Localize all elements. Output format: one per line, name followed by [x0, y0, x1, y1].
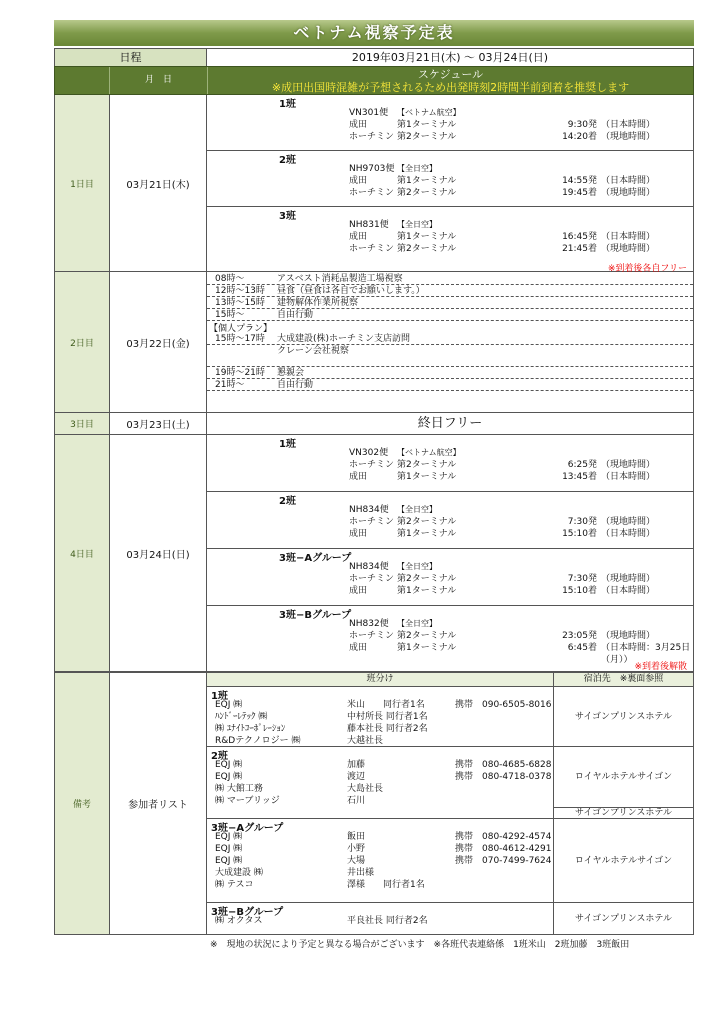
participant-row	[215, 783, 555, 795]
month-day-header: 月 日	[109, 67, 208, 94]
timezone: （日本時間）	[601, 529, 656, 539]
itinerary-item	[215, 345, 693, 357]
company: ㈱ 大館工務	[215, 784, 263, 794]
phone: 携帯 080-4612-4291	[455, 844, 552, 854]
company: ㈱ オクタス	[215, 916, 263, 926]
airport: ホーチミン	[349, 574, 395, 584]
timezone: （現地時間）	[601, 188, 656, 198]
terminal: 第2ターミナル	[397, 631, 457, 641]
company: ㈱ ﾕﾅｲﾄｺｰﾎﾟﾚｰｼｮﾝ	[215, 724, 286, 734]
participant-row	[215, 795, 555, 807]
flight-row	[349, 119, 693, 131]
person: 大越社長	[347, 736, 384, 746]
flight-row	[349, 459, 693, 471]
flight-block	[207, 606, 693, 663]
flight-row	[349, 516, 693, 528]
hotel-name: サイゴンプリンスホテル	[575, 712, 672, 722]
hotel-name: ロイヤルホテルサイゴン	[574, 856, 673, 866]
company: ﾊﾝﾄﾞｰﾚﾃｯｸ ㈱	[215, 712, 268, 722]
participants-section	[54, 672, 694, 935]
person: 加藤	[347, 760, 366, 770]
item-time: 15時〜17時	[215, 334, 265, 344]
terminal: 第2ターミナル	[397, 574, 457, 584]
participant-row	[215, 699, 555, 711]
participant-row	[215, 855, 555, 867]
flight-row	[349, 175, 693, 187]
flight-row	[349, 642, 693, 665]
time: 15:10着	[562, 529, 597, 539]
airport: 成田	[349, 472, 368, 482]
airline: 【全日空】	[397, 220, 437, 229]
airline: 【全日空】	[397, 505, 437, 514]
flight-number: NH834便	[349, 505, 389, 515]
time: 6:25発	[567, 460, 597, 470]
airline: 【ベトナム航空】	[397, 448, 461, 457]
company: EQJ ㈱	[215, 856, 243, 866]
person: 渡辺	[347, 772, 366, 782]
person: 米山 同行者1名	[347, 700, 425, 710]
flight-line	[349, 107, 693, 119]
timezone: （現地時間）	[601, 132, 656, 142]
time: 7:30発	[567, 574, 597, 584]
participant-row	[215, 843, 555, 855]
company: R&Dテクノロジー ㈱	[215, 736, 301, 746]
person: 平良社長 同行者2名	[347, 916, 428, 926]
phone: 携帯 070-7499-7624	[455, 856, 552, 866]
participant-row	[215, 867, 555, 879]
flight-block	[207, 95, 693, 151]
flight-row	[349, 573, 693, 585]
group-name: 1班	[279, 99, 296, 110]
flight-block	[207, 435, 693, 492]
person: 石川	[347, 796, 366, 806]
participant-row	[215, 915, 555, 927]
time: 23:05発	[562, 631, 597, 641]
day4-section	[54, 435, 694, 672]
terminal: 第2ターミナル	[397, 517, 457, 527]
group-name: 1班	[279, 439, 296, 450]
day1-section	[54, 95, 694, 272]
time: 21:45着	[562, 244, 597, 254]
person: 井出様	[347, 868, 375, 878]
participant-row	[215, 879, 555, 891]
item-time: 12時〜13時	[215, 286, 265, 296]
timezone: （日本時間）	[601, 232, 656, 242]
timezone: （現地時間）	[601, 244, 656, 254]
participant-row	[215, 711, 555, 723]
flight-row	[349, 231, 693, 243]
flight-row	[349, 471, 693, 483]
airport: 成田	[349, 232, 368, 242]
flight-block	[207, 207, 693, 263]
airport: ホーチミン	[349, 244, 395, 254]
participant-row	[215, 831, 555, 843]
phone: 携帯 080-4685-6828	[455, 760, 552, 770]
day3-text: 終日フリー	[417, 416, 483, 431]
flight-line	[349, 561, 693, 573]
item-time: 19時〜21時	[215, 368, 265, 378]
column-header	[54, 66, 694, 95]
hotel-name: サイゴンプリンスホテル	[575, 914, 672, 924]
timezone: （現地時間）	[601, 460, 656, 470]
phone: 携帯 080-4292-4574	[455, 832, 552, 842]
day3-section	[54, 413, 694, 435]
day2-label: 2日目	[55, 272, 110, 412]
timezone: （日本時間）	[601, 120, 656, 130]
airport: ホーチミン	[349, 460, 395, 470]
day3-date: 03月23日(土)	[110, 413, 207, 434]
flight-number: NH832便	[349, 619, 389, 629]
footer-note: ※ 現地の状況により予定と異なる場合がございます ※各班代表連絡係 1班米山 2班加藤 3班飯田	[210, 940, 630, 950]
airline: 【全日空】	[397, 619, 437, 628]
flight-number: VN302便	[349, 448, 389, 458]
terminal: 第1ターミナル	[397, 529, 457, 539]
person: 飯田	[347, 832, 366, 842]
day2-section	[54, 272, 694, 413]
time: 14:55発	[562, 176, 597, 186]
airline: 【全日空】	[397, 562, 437, 571]
time: 13:45着	[562, 472, 597, 482]
airport: ホーチミン	[349, 517, 395, 527]
item-time: 13時〜15時	[215, 298, 265, 308]
person: 藤本社長 同行者2名	[347, 724, 428, 734]
timezone: （日本時間）	[601, 586, 656, 596]
schedule-header: スケジュール ※成田出国時混雑が予想されるため出発時刻2時間半前到着を推奨します	[208, 67, 693, 94]
airport: 成田	[349, 586, 368, 596]
time: 7:30発	[567, 517, 597, 527]
flight-line	[349, 618, 693, 630]
company: EQJ ㈱	[215, 844, 243, 854]
person: 小野	[347, 844, 366, 854]
timezone: （現地時間）	[601, 631, 656, 641]
person: 大場	[347, 856, 366, 866]
terminal: 第2ターミナル	[397, 244, 457, 254]
dismissal-note: ※到着後解散	[634, 662, 687, 672]
flight-line	[349, 163, 693, 175]
timezone: （現地時間）	[601, 574, 656, 584]
flight-number: NH831便	[349, 220, 389, 230]
time: 14:20着	[562, 132, 597, 142]
flight-number: VN301便	[349, 108, 389, 118]
airport: ホーチミン	[349, 132, 395, 142]
hotel-name: サイゴンプリンスホテル	[575, 808, 672, 818]
company: 大成建設 ㈱	[215, 868, 263, 878]
flight-line	[349, 447, 693, 459]
flight-row	[349, 131, 693, 143]
time: 15:10着	[562, 586, 597, 596]
flight-block	[207, 151, 693, 207]
item-time: 08時〜	[215, 274, 245, 284]
item-text: 自由行動	[277, 310, 314, 320]
terminal: 第1ターミナル	[397, 643, 457, 653]
flight-number: NH834便	[349, 562, 389, 572]
item-text: 懇親会	[277, 368, 305, 378]
group-title: 2班	[211, 751, 228, 762]
time: 16:45発	[562, 232, 597, 242]
flight-line	[349, 504, 693, 516]
group-name: 3班−Bグループ	[279, 610, 352, 621]
airport: ホーチミン	[349, 188, 395, 198]
hotel-column-header: 宿泊先 ※裏面参照	[583, 674, 664, 684]
group-name: 3班	[279, 211, 296, 222]
item-text: 自由行動	[277, 380, 314, 390]
flight-row	[349, 528, 693, 540]
schedule-label: 日程	[54, 49, 207, 67]
private-plan-label: 【個人プラン】	[209, 324, 273, 334]
airport: 成田	[349, 176, 368, 186]
item-text: 建物解体作業所視察	[277, 298, 359, 308]
airport: 成田	[349, 529, 368, 539]
group-title: 3班−Aグループ	[211, 823, 284, 834]
group-title: 3班−Bグループ	[211, 907, 284, 918]
company: ㈱ マーブリッジ	[215, 796, 280, 806]
notes-label: 備考	[55, 673, 110, 934]
airport: 成田	[349, 643, 368, 653]
day4-label: 4日目	[55, 435, 110, 671]
participant-row	[215, 759, 555, 771]
person: 大島社長	[347, 784, 384, 794]
participants-label: 参加者リスト	[110, 673, 207, 934]
group-column-header: 班分け	[207, 673, 554, 686]
group-name: 2班	[279, 155, 296, 166]
item-text: 昼食（昼食は各自でお願いします。）	[277, 286, 425, 296]
company: ㈱ テスコ	[215, 880, 254, 890]
terminal: 第1ターミナル	[397, 120, 457, 130]
phone: 携帯 090-6505-8016	[455, 700, 552, 710]
airline: 【ベトナム航空】	[397, 108, 461, 117]
terminal: 第2ターミナル	[397, 460, 457, 470]
terminal: 第1ターミナル	[397, 176, 457, 186]
timezone: （日本時間）	[601, 472, 656, 482]
timezone: （日本時間：3月25日（月））	[601, 643, 691, 665]
arrival-note: ※到着後各自フリー	[607, 264, 687, 274]
flight-block	[207, 492, 693, 549]
day1-date: 03月21日(木)	[110, 95, 207, 271]
group-name: 3班−Aグループ	[279, 553, 352, 564]
flight-row	[349, 585, 693, 597]
company: EQJ ㈱	[215, 772, 243, 782]
item-time: 21時〜	[215, 380, 245, 390]
group-title: 1班	[211, 691, 228, 702]
flight-line	[349, 219, 693, 231]
day1-label: 1日目	[55, 95, 110, 271]
timezone: （日本時間）	[601, 176, 656, 186]
participant-row	[215, 771, 555, 783]
flight-row	[349, 630, 693, 642]
day3-label: 3日目	[55, 413, 110, 434]
company: EQJ ㈱	[215, 700, 243, 710]
page-title: ベトナム視察予定表	[54, 20, 694, 46]
day4-date: 03月24日(日)	[110, 435, 207, 671]
airport: ホーチミン	[349, 631, 395, 641]
item-text: アスベスト消耗品製造工場視察	[277, 274, 403, 284]
item-time: 15時〜	[215, 310, 245, 320]
person: 澤様 同行者1名	[347, 880, 425, 890]
airport: 成田	[349, 120, 368, 130]
flight-row	[349, 243, 693, 255]
terminal: 第1ターミナル	[397, 586, 457, 596]
hotel-name: ロイヤルホテルサイゴン	[574, 772, 673, 782]
phone: 携帯 080-4718-0378	[455, 772, 552, 782]
company: EQJ ㈱	[215, 760, 243, 770]
terminal: 第2ターミナル	[397, 188, 457, 198]
notice: ※成田出国時混雑が予想されるため出発時刻2時間半前到着を推奨します	[271, 81, 630, 94]
terminal: 第1ターミナル	[397, 472, 457, 482]
terminal: 第2ターミナル	[397, 132, 457, 142]
item-text: 大成建設(株)ホーチミン支店訪問	[277, 334, 411, 344]
time: 19:45着	[562, 188, 597, 198]
day2-date: 03月22日(金)	[110, 272, 207, 412]
company: EQJ ㈱	[215, 832, 243, 842]
timezone: （現地時間）	[601, 517, 656, 527]
date-header	[54, 48, 694, 67]
airline: 【全日空】	[397, 164, 437, 173]
participant-row	[215, 723, 555, 735]
flight-row	[349, 187, 693, 199]
person: 中村所長 同行者1名	[347, 712, 428, 722]
time: 6:45着	[567, 643, 597, 653]
date-range: 2019年03月21日(木) 〜 03月24日(日)	[207, 49, 694, 67]
item-text: クレーン会社視察	[277, 346, 349, 356]
time: 9:30発	[567, 120, 597, 130]
terminal: 第1ターミナル	[397, 232, 457, 242]
flight-block	[207, 549, 693, 606]
group-name: 2班	[279, 496, 296, 507]
flight-number: NH9703便	[349, 164, 395, 174]
